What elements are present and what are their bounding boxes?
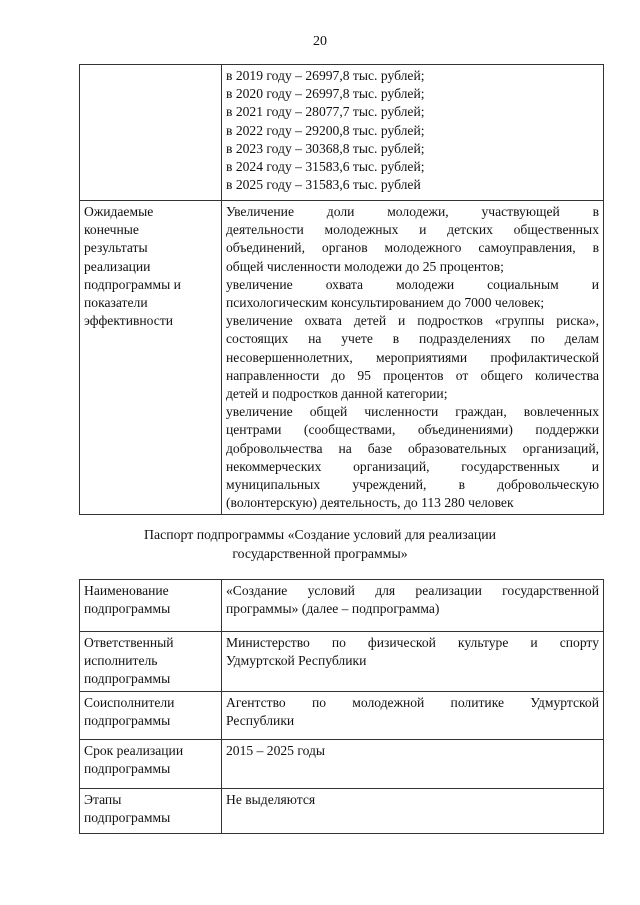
results-line: детей и подростков данной категории; — [226, 386, 448, 402]
subprogram-passport-table — [79, 579, 604, 834]
passport-value-cell — [222, 692, 604, 740]
results-line: направленности до 95 процентов от общего количества — [226, 367, 599, 383]
passport-row-executor — [80, 632, 604, 692]
passport-row-coexecutors — [80, 692, 604, 740]
results-line: состоящих на учете в подразделениях по делам — [226, 331, 599, 347]
passport-value-line: Агентство по молодежной политике Удмуртской — [226, 695, 599, 710]
passport-value-cell — [222, 740, 604, 789]
passport-row-stages — [80, 789, 604, 834]
passport-value-line: Республики — [226, 713, 295, 729]
subprogram-passport-title — [0, 525, 640, 563]
results-line: деятельности молодежных и детских общественных — [226, 222, 599, 238]
funding-label-cell — [80, 65, 222, 201]
results-label-line: конечные — [84, 222, 139, 238]
passport-label-line: подпрограммы — [84, 671, 171, 687]
results-line: психологическим консультированием до 7000 человек; — [226, 295, 545, 311]
passport-label-line: Соисполнители — [84, 695, 175, 710]
passport-value-cell — [222, 789, 604, 834]
program-passport-continuation-table — [79, 64, 604, 515]
results-line: Увеличение доли молодежи, участвующей в — [226, 204, 599, 219]
expected-results-row — [80, 201, 604, 515]
results-label-line: реализации — [84, 258, 151, 274]
results-label-line: показатели — [84, 295, 148, 311]
page-number: 20 — [313, 34, 327, 49]
passport-value-line: Не выделяются — [226, 792, 316, 807]
passport-value-line: Министерство по физической культуре и спорту — [226, 635, 599, 650]
passport-label-cell — [80, 580, 222, 632]
passport-value-line: 2015 – 2025 годы — [226, 743, 326, 758]
passport-label-line: подпрограммы — [84, 761, 171, 777]
passport-label-cell — [80, 789, 222, 834]
results-line: объединений, органов молодежного самоуправления, в — [226, 240, 599, 256]
results-label-line: подпрограммы и — [84, 276, 181, 292]
passport-label-cell — [80, 740, 222, 789]
title-line: Паспорт подпрограммы «Создание условий для реализации — [144, 527, 496, 542]
results-label-line: эффективности — [84, 313, 174, 329]
passport-label-line: подпрограммы — [84, 810, 171, 826]
passport-label-line: подпрограммы — [84, 713, 171, 729]
passport-value-cell — [222, 632, 604, 692]
passport-label-line: исполнитель — [84, 653, 158, 669]
funding-line: в 2025 году – 31583,6 тыс. рублей — [226, 177, 421, 193]
title-line: государственной программы» — [232, 546, 408, 561]
passport-row-name — [80, 580, 604, 632]
results-line: общей численности молодежи до 25 процентов; — [226, 258, 504, 274]
results-line: увеличение охвата молодежи социальным и — [226, 276, 599, 292]
results-line: увеличение общей численности граждан, вовлеченных — [226, 404, 599, 420]
results-line: увеличение охвата детей и подростков «группы риска», — [226, 313, 599, 329]
results-line: центрами (сообществами, объединениями) поддержки — [226, 422, 599, 438]
passport-value-cell — [222, 580, 604, 632]
results-line: несовершеннолетних, мероприятиями профилактической — [226, 349, 599, 365]
funding-line: в 2023 году – 30368,8 тыс. рублей; — [226, 140, 425, 156]
funding-row — [80, 65, 604, 201]
passport-label-line: Ответственный — [84, 635, 174, 650]
passport-value-line: «Создание условий для реализации государственной — [226, 583, 599, 598]
results-line: муниципальных учреждений, в добровольческую — [226, 477, 599, 493]
results-line: (волонтерскую) деятельность, до 113 280 человек — [226, 495, 514, 511]
passport-value-line: программы» (далее – подпрограмма) — [226, 601, 440, 617]
funding-line: в 2019 году – 26997,8 тыс. рублей; — [226, 68, 425, 83]
results-line: некоммерческих организаций, государственных и — [226, 458, 599, 474]
funding-line: в 2024 году – 31583,6 тыс. рублей; — [226, 159, 425, 175]
results-line: добровольчества на базе образовательных организаций, — [226, 440, 599, 456]
passport-row-term — [80, 740, 604, 789]
passport-value-line: Удмуртской Республики — [226, 653, 367, 669]
passport-label-line: Наименование — [84, 583, 169, 598]
funding-line: в 2022 году – 29200,8 тыс. рублей; — [226, 122, 425, 138]
expected-results-value-cell — [222, 201, 604, 515]
passport-label-cell — [80, 632, 222, 692]
results-label-line: результаты — [84, 240, 148, 256]
funding-line: в 2021 году – 28077,7 тыс. рублей; — [226, 104, 425, 120]
results-label-line: Ожидаемые — [84, 204, 154, 219]
passport-label-line: подпрограммы — [84, 601, 171, 617]
funding-value-cell — [222, 65, 604, 201]
funding-line: в 2020 году – 26997,8 тыс. рублей; — [226, 86, 425, 102]
passport-label-line: Этапы — [84, 792, 122, 807]
expected-results-label-cell — [80, 201, 222, 515]
passport-label-line: Срок реализации — [84, 743, 184, 758]
passport-label-cell — [80, 692, 222, 740]
